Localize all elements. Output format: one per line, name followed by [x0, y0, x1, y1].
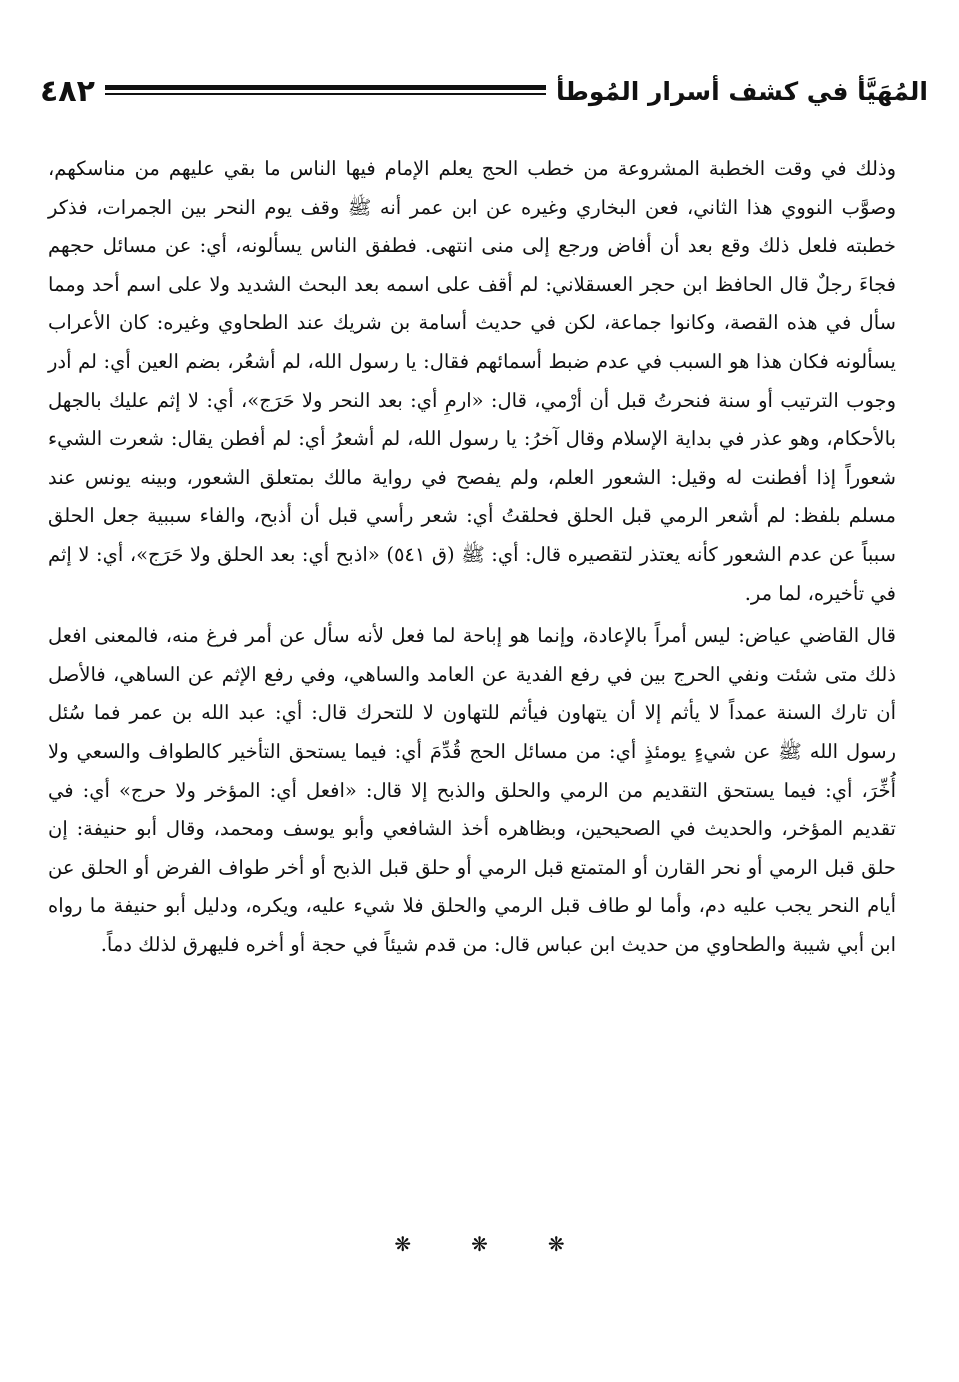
page-header: [32, 66, 928, 116]
paragraph-2: قال القاضي عياض: ليس أمراً بالإعادة، وإنما هو إباحة لما فعل لأنه سأل عن أمر فرغ منه، فالمعنى افعل ذلك متى شئت ونفي الحرج بين في رفع الفدية عن العامد والساهي، وفي رفع الإثم عن الساهي، فالأصل أن تارك السنة عمداً لا يأثم إلا أن يتهاون فيأثم للتهاون لا للتحرك قال: أي: عبد الله بن عمر فما سُئل رسول الله ﷺ عن شيءٍ يومئذٍ أي: من مسائل الحج قُدِّمَ أي: فيما يستحق التأخير كالطواف والسعي ولا أُخِّرَ، أي: فيما يستحق التقديم من الرمي والحلق والذبح إلا قال: «افعل أي: المؤخر ولا حرج» أي: في تقديم المؤخر، والحديث في الصحيحين، وبظاهره أخذ الشافعي وأبو يوسف ومحمد، وقال أبو حنيفة: إن حلق قبل الرمي أو نحر القارن أو المتمتع قبل الرمي أو حلق قبل الذبح أو أخر طواف الفرض أو الحلق عن أيام النحر يجب عليه دم، وأما لو طاف قبل الرمي والحلق فلا شيء عليه، ويكره، ودليل أبو حنيفة ما رواه ابن أبي شيبة والطحاوي من حديث ابن عباس قال: من قدم شيئاً في حجة أو أخره فليهرق لذلك دماً.: [48, 624, 896, 956]
header-rule: [105, 84, 546, 98]
ornament-icon: ❋: [471, 1232, 488, 1256]
ornament-icon: ❋: [394, 1232, 412, 1256]
ornament-icon: ❋: [547, 1232, 565, 1256]
page-number: ٤٨٢: [40, 73, 95, 109]
paragraph-1: وذلك في وقت الخطبة المشروعة من خطب الحج يعلم الإمام فيها الناس ما بقي عليهم من مناسكهم، وصوَّب النووي هذا الثاني، فعن البخاري وغيره عن ابن عمر أنه ﷺ وقف يوم النحر بين الجمرات، فذكر خطبته فلعل ذلك وقع بعد أن أفاض ورجع إلى منى انتهى. فطفق الناس يسألونه، أي: عن مسائل حجهم فجاءَ رجلٌ قال الحافظ ابن حجر العسقلاني: لم أقف على اسمه بعد البحث الشديد ولا على اسم أحد ومما سأل في هذه القصة، وكانوا جماعة، لكن في حديث أسامة بن شريك عند الطحاوي وغيره: كان الأعراب يسألونه فكان هذا هو السبب في عدم ضبط أسمائهم فقال: يا رسول الله، لم أشعُر، بضم العين أي: لم أدر وجوب الترتيب أو سنة فنحرتُ قبل أن أرْمي، قال: «ارمِ أي: بعد النحر ولا حَرَج»، أي: لا إثم عليك بالجهل بالأحكام، وهو عذر في بداية الإسلام وقال آخرُ: يا رسول الله، لم أشعرُ أي: لم أفطن يقال: شعرت الشيء شعوراً إذا أفطنت له وقيل: الشعور العلم، ولم يفصح في رواية مالك بمتعلق الشعور، وبينه يونس عند مسلم بلفظ: لم أشعر الرمي قبل الحلق فحلقتُ أي: شعر رأسي قبل أن أذبح، والفاء سببية جعل الحلق سبباً عن عدم الشعور كأنه يعتذر لتقصيره قال: أي: ﷺ (ق ٥٤١) «اذبح أي: بعد الحلق ولا حَرَج»، أي: لا إثم في تأخيره، لما مر.: [48, 157, 896, 605]
book-title: المُهَيَّأ في كشف أسرار المُوطأ: [555, 76, 928, 106]
section-end-ornaments: [0, 1232, 959, 1256]
body-text: [48, 150, 896, 964]
